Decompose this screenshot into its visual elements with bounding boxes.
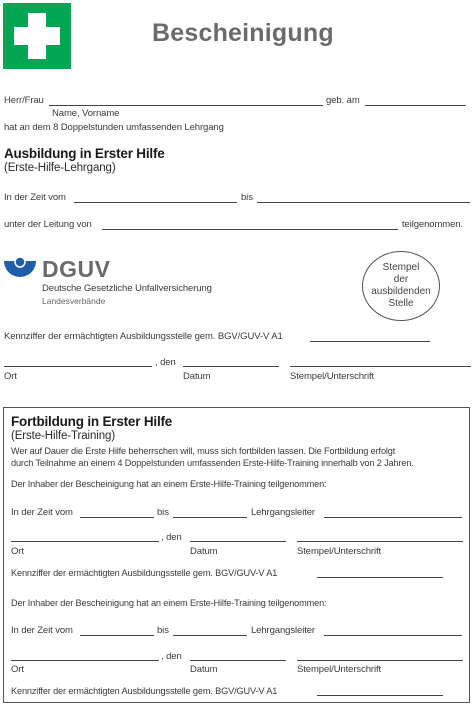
dguv-line1: Deutsche Gesetzliche Unfallversicherung: [42, 283, 212, 294]
zeit-von-field-2[interactable]: [80, 635, 154, 636]
dguv-logo-icon: [3, 257, 37, 281]
dguv-line2: Landesverbände: [42, 296, 106, 306]
name-field[interactable]: [49, 105, 323, 106]
kennziffer-label-2: Kennziffer der ermächtigten Ausbildungsstelle gem. BGV/GUV-V A1: [11, 686, 278, 696]
fortbildung-subheading: (Erste-Hilfe-Training): [11, 430, 116, 442]
kennziffer-label: Kennziffer der ermächtigten Ausbildungsstelle gem. BGV/GUV-V A1: [4, 331, 283, 342]
lehrgangsleiter-label-2: Lehrgangsleiter: [251, 625, 315, 636]
ort-field-2[interactable]: [11, 660, 159, 661]
datum-label-2: Datum: [190, 664, 218, 675]
inhaber-text-2: Der Inhaber der Bescheinigung hat an einem Erste-Hilfe-Training teilgenommen:: [11, 598, 327, 608]
kennziffer-field[interactable]: [310, 341, 430, 342]
kennziffer-label-1: Kennziffer der ermächtigten Ausbildungsstelle gem. BGV/GUV-V A1: [11, 568, 278, 578]
ausbildung-heading: Ausbildung in Erster Hilfe: [4, 146, 165, 161]
fortbildung-text2: durch Teilnahme an einem 4 Doppelstunden umfassenden Erste-Hilfe-Training innerhalb von 2 Jahren.: [11, 458, 414, 468]
stempel-label-2: Stempel/Unterschrift: [297, 664, 382, 675]
ort-label: Ort: [4, 371, 17, 382]
zeit-von-field-1[interactable]: [80, 517, 154, 518]
lehrgangsleiter-label-1: Lehrgangsleiter: [251, 507, 315, 518]
kennziffer-field-1[interactable]: [317, 577, 443, 578]
zeit-bis-field-2[interactable]: [173, 635, 247, 636]
stempel-field-1[interactable]: [297, 541, 463, 542]
name-vorname-label: Name, Vorname: [52, 108, 120, 119]
stamp-circle: Stempel der ausbildenden Stelle: [362, 251, 440, 321]
zeit-label-1: In der Zeit vom: [11, 507, 73, 518]
zeit-von-field[interactable]: [74, 202, 237, 203]
zeit-label-2: In der Zeit vom: [11, 625, 73, 636]
geb-am-label: geb. am: [326, 95, 360, 106]
teilnahme-text: hat an dem 8 Doppelstunden umfassenden Lehrgang: [4, 122, 224, 133]
lehrgangsleiter-field-1[interactable]: [324, 517, 462, 518]
birthdate-field[interactable]: [365, 105, 466, 106]
fortbildung-heading: Fortbildung in Erster Hilfe: [11, 414, 173, 429]
leitung-field[interactable]: [102, 229, 398, 230]
datum-field-2[interactable]: [190, 660, 286, 661]
ort-label-1: Ort: [11, 546, 24, 557]
leitung-label: unter der Leitung von: [4, 219, 92, 230]
den-label: , den: [155, 357, 176, 368]
zeit-label: In der Zeit vom: [4, 192, 66, 203]
datum-field-1[interactable]: [190, 541, 286, 542]
stempel-label-1: Stempel/Unterschrift: [297, 546, 382, 557]
datum-label-1: Datum: [190, 546, 218, 557]
ausbildung-subheading: (Erste-Hilfe-Lehrgang): [4, 162, 116, 174]
dguv-name: DGUV: [42, 256, 111, 282]
zeit-bis-field[interactable]: [257, 202, 470, 203]
stempel-field[interactable]: [290, 366, 471, 367]
teilgenommen-text: teilgenommen.: [402, 219, 464, 230]
bis-label: bis: [241, 192, 253, 203]
bis-label-1: bis: [157, 507, 169, 518]
inhaber-text-1: Der Inhaber der Bescheinigung hat an einem Erste-Hilfe-Training teilgenommen:: [11, 479, 327, 489]
den-label-2: , den: [161, 651, 182, 662]
lehrgangsleiter-field-2[interactable]: [324, 635, 462, 636]
datum-field[interactable]: [183, 366, 279, 367]
stempel-field-2[interactable]: [297, 660, 463, 661]
ort-field[interactable]: [4, 366, 152, 367]
first-aid-cross-icon: [3, 3, 71, 69]
kennziffer-field-2[interactable]: [317, 695, 443, 696]
bis-label-2: bis: [157, 625, 169, 636]
den-label-1: , den: [161, 532, 182, 543]
ort-label-2: Ort: [11, 664, 24, 675]
page-title: Bescheinigung: [152, 19, 334, 47]
zeit-bis-field-1[interactable]: [173, 517, 247, 518]
fortbildung-text1: Wer auf Dauer die Erste Hilfe beherrschen will, muss sich fortbilden lassen. Die Fortbildung erfolgt: [11, 446, 396, 456]
herr-frau-label: Herr/Frau: [4, 95, 44, 106]
datum-label: Datum: [183, 371, 211, 382]
stempel-label: Stempel/Unterschrift: [290, 371, 375, 382]
ort-field-1[interactable]: [11, 541, 159, 542]
